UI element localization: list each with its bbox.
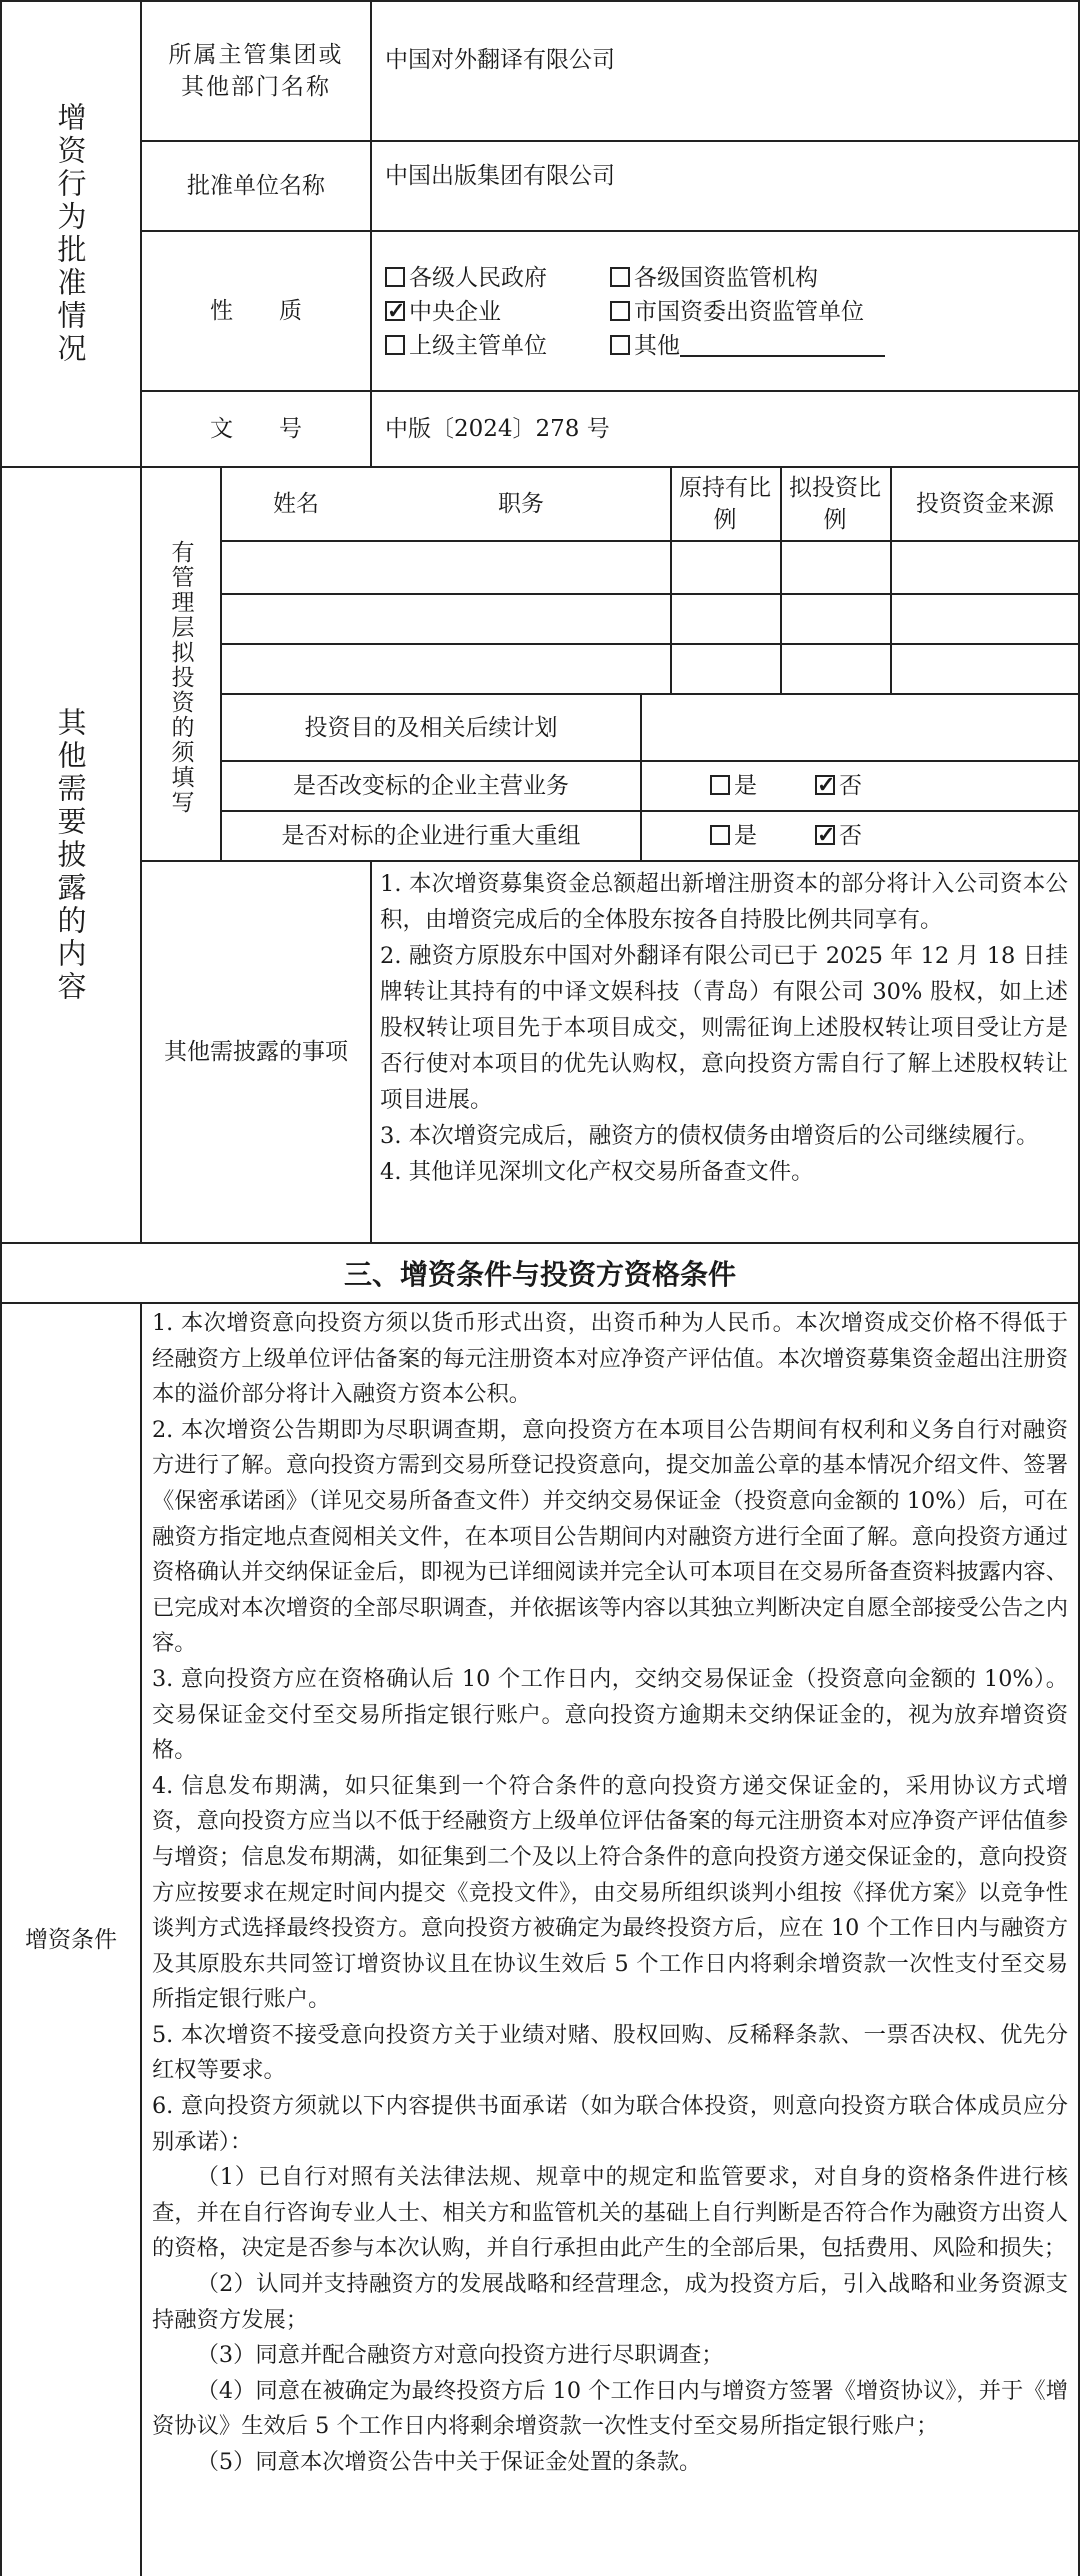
condition-subitem: （5）同意本次增资公告中关于保证金处置的条款。 (196, 2449, 702, 2475)
checkbox-icon (610, 267, 630, 287)
change-business-no[interactable]: ✓ 否 (815, 770, 862, 802)
nature-option-government[interactable]: 各级人民政府 (385, 262, 547, 294)
change-business-label: 是否改变标的企业主营业务 (293, 773, 569, 799)
condition-subitem: （2）认同并支持融资方的发展战略和经营理念，成为投资方后，引入战略和业务资源支持融资方发展； (152, 2271, 1068, 2333)
header-position: 职务 (498, 491, 544, 517)
other-item: 4. 其他详见深圳文化产权交易所备查文件。 (380, 1159, 814, 1185)
condition-subitem: （4）同意在被确定为最终投资方后 10 个工作日内与增资方签署《增资协议》，并于《增资协议》生效后 5 个工作日内将剩余增资款一次性支付至交易所指定银行账户； (152, 2377, 1068, 2440)
other-item: 3. 本次增资完成后，融资方的债权债务由增资后的公司继续履行。 (380, 1123, 1039, 1149)
doc-number-value: 中版〔2024〕278 号 (385, 416, 610, 442)
doc-number-label: 文 号 (210, 416, 302, 442)
condition-item: 2. 本次增资公告期即为尽职调查期，意向投资方在本项目公告期间有权利和义务自行对融资方进行了解。意向投资方需到交易所登记投资意向，提交加盖公章的基本情况介绍文件、签署《保密承诺函》（详见交易所备查文件）并交纳交易保证金（投资意向金额的 10%）后，可在融资方指定地点查阅相关文件，在本项目公告期间内对融资方进行全面了解。意向投资方通过资格确认并交纳保证金后，即视为已详细阅读并完全认可本项目在交易所备查资料披露内容、已完成对本次增资的全部尽职调查，并依据该等内容以其独立判断决定自愿全部接受公告之内容。 (152, 1416, 1068, 1657)
approval-section-label: 增资行为批准情况 (53, 102, 88, 366)
header-fund-source: 投资资金来源 (916, 491, 1054, 517)
management-label: 有管理层拟投资的须填写 (167, 540, 194, 815)
checkbox-icon (385, 267, 405, 287)
restructure-no[interactable]: ✓ 否 (815, 820, 862, 852)
approver-label: 批准单位名称 (187, 173, 325, 199)
checkbox-icon (710, 825, 730, 845)
condition-item: 6. 意向投资方须就以下内容提供书面承诺（如为联合体投资，则意向投资方联合体成员应分别承诺）： (152, 2093, 1068, 2155)
nature-option-other[interactable]: 其他 (610, 330, 885, 362)
other-blank-line (680, 331, 885, 357)
condition-subitem: （1）已自行对照有关法律法规、规章中的规定和监管要求，对自身的资格条件进行核查，并在自行咨询专业人士、相关方和监管机关的基础上自行判断是否符合作为融资方出资人的资格，决定是否参与本次认购，并自行承担由此产生的全部后果，包括费用、风险和损失； (152, 2164, 1068, 2262)
group-value: 中国对外翻译有限公司 (385, 47, 615, 73)
conditions-label: 增资条件 (25, 1927, 117, 1953)
checked-checkbox-icon (385, 301, 405, 321)
checkbox-icon (610, 335, 630, 355)
header-plan-ratio: 拟投资比例 (789, 475, 881, 533)
conditions-title: 三、增资条件与投资方资格条件 (343, 1258, 736, 1291)
restructure-yes[interactable]: 是 (710, 820, 757, 852)
other-item: 1. 本次增资募集资金总额超出新增注册资本的部分将计入公司资本公积，由增资完成后的全体股东按各自持股比例共同享有。 (380, 871, 1068, 933)
nature-label: 性 质 (210, 298, 302, 324)
condition-item: 5. 本次增资不接受意向投资方关于业绩对赌、股权回购、反稀释条款、一票否决权、优先分红权等要求。 (152, 2021, 1068, 2084)
disclosure-section-label: 其他需要披露的内容 (53, 706, 88, 1004)
other-disclosure-label: 其他需披露的事项 (164, 1039, 348, 1065)
restructure-label: 是否对标的企业进行重大重组 (281, 823, 581, 849)
condition-subitem: （3）同意并配合融资方对意向投资方进行尽职调查； (196, 2342, 724, 2369)
header-orig-ratio: 原持有比例 (679, 475, 771, 533)
checked-checkbox-icon (815, 775, 835, 795)
nature-option-sasac[interactable]: 各级国资监管机构 (610, 262, 818, 294)
nature-option-superior[interactable]: 上级主管单位 (385, 330, 547, 362)
checkbox-icon (610, 301, 630, 321)
conditions-items (152, 1306, 1068, 2481)
approver-value: 中国出版集团有限公司 (385, 163, 615, 189)
change-business-yes[interactable]: 是 (710, 770, 757, 802)
condition-item: 3. 意向投资方应在资格确认后 10 个工作日内，交纳交易保证金（投资意向金额的 10%）。交易保证金交付至交易所指定银行账户。意向投资方逾期未交纳保证金的，视为放弃增资资格。 (152, 1665, 1068, 1764)
group-label: 所属主管集团或其他部门名称 (168, 42, 344, 100)
checked-checkbox-icon (815, 825, 835, 845)
purpose-label: 投资目的及相关后续计划 (304, 714, 558, 741)
header-name: 姓名 (273, 491, 319, 517)
other-disclosure-items (380, 866, 1068, 1190)
condition-item: 1. 本次增资意向投资方须以货币形式出资，出资币种为人民币。本次增资成交价格不得低于经融资方上级单位评估备案的每元注册资本对应净资产评估值。本次增资募集资金超出注册资本的溢价部分将计入融资方资本公积。 (152, 1310, 1068, 1408)
nature-option-city-sasac[interactable]: 市国资委出资监管单位 (610, 296, 864, 328)
other-item: 2. 融资方原股东中国对外翻译有限公司已于 2025 年 12 月 18 日挂牌转让其持有的中译文娱科技（青岛）有限公司 30% 股权，如上述股权转让项目先于本项目成交，则需征询上述股权转让项目受让方是否行使对本项目的优先认购权，意向投资方需自行了解上述股权转让项目进展。 (380, 943, 1068, 1113)
checkbox-icon (385, 335, 405, 355)
nature-option-central-enterprise[interactable]: ✓中央企业 (385, 296, 501, 328)
condition-item: 4. 信息发布期满，如只征集到一个符合条件的意向投资方递交保证金的，采用协议方式增资，意向投资方应当以不低于经融资方上级单位评估备案的每元注册资本对应净资产评估值参与增资；信息发布期满，如征集到二个及以上符合条件的意向投资方递交保证金的，意向投资方应按要求在规定时间内提交《竞投文件》，由交易所组织谈判小组按《择优方案》以竞争性谈判方式选择最终投资方。意向投资方被确定为最终投资方后，应在 10 个工作日内与融资方及其原股东共同签订增资协议且在协议生效后 5 个工作日内将剩余增资款一次性支付至交易所指定银行账户。 (152, 1772, 1068, 2013)
checkbox-icon (710, 775, 730, 795)
